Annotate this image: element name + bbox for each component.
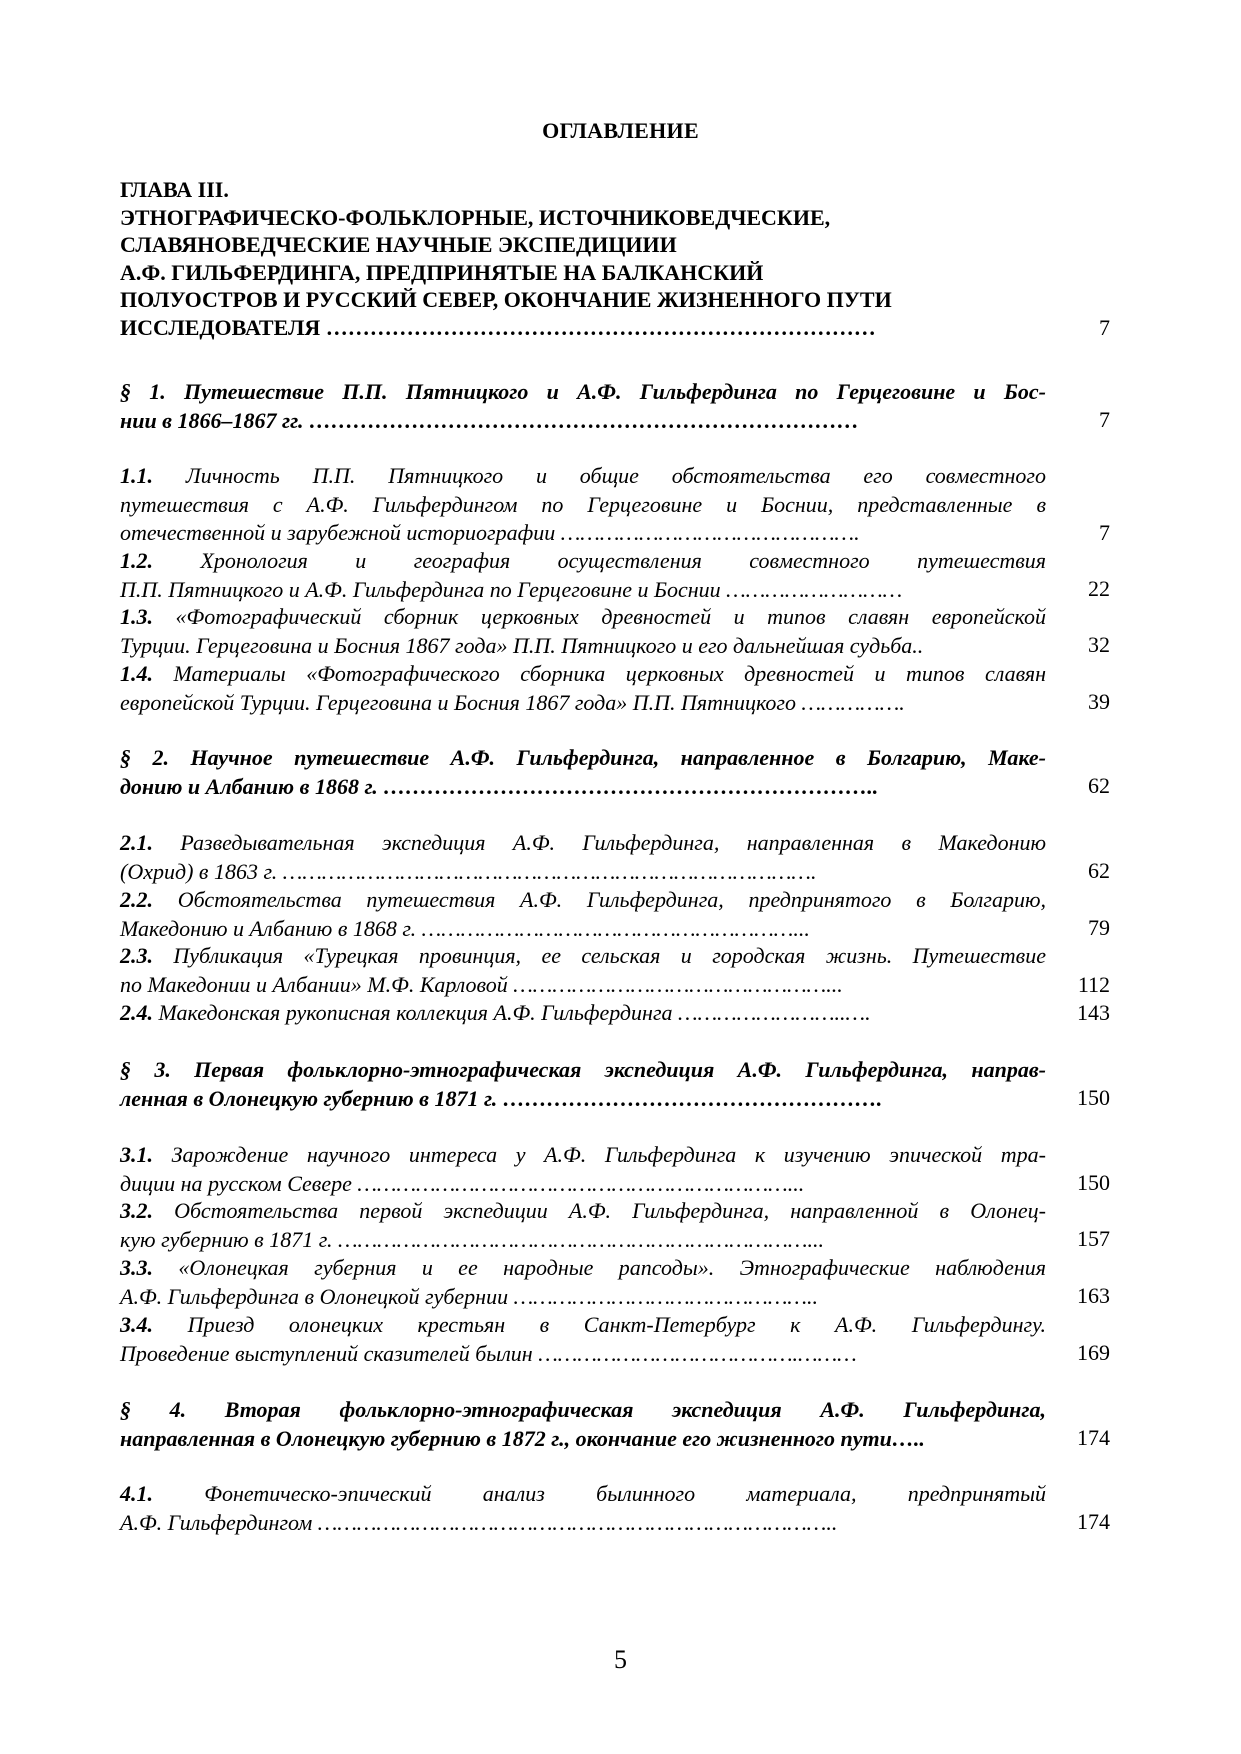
entry-line: по Македонии и Албании» М.Ф. Карловой …………………………………………...: [120, 971, 843, 997]
entry-line: отечественной и зарубежной историографии ……………………………………….: [120, 520, 860, 545]
entry-page: 39: [1088, 689, 1110, 714]
entry-line: Хронология и география осуществления совместного путешествия: [200, 548, 1047, 573]
entry-page: 157: [1077, 1226, 1110, 1251]
chapter-page: 7: [1099, 315, 1110, 340]
entry-page: 62: [1088, 773, 1110, 798]
entry-line: Фонетическо-эпический анализ былинного материала, предпринятый: [204, 1481, 1046, 1506]
toc-subsection-1-2: [120, 547, 1046, 604]
chapter-line: ИССЛЕДОВАТЕЛЯ …………………………………………………………………: [120, 314, 876, 340]
chapter-heading: [120, 176, 1050, 341]
toc-subsection-1-3: [120, 603, 1046, 660]
entry-number: 3.2.: [120, 1198, 153, 1223]
toc-subsection-1-4: [120, 660, 1046, 717]
entry-number: 3.3.: [120, 1255, 153, 1280]
entry-line: Обстоятельства первой экспедиции А.Ф. Гильфердинга, направленной в Олонец-: [174, 1198, 1047, 1223]
toc-subsection-3-1: [120, 1141, 1046, 1198]
entry-line: Турции. Герцеговина и Босния 1867 года» П.П. Пятницкого и его дальнейшая судьба..: [120, 632, 924, 658]
entry-number: 2.2.: [120, 887, 153, 912]
entry-line: А.Ф. Гильфердинга в Олонецкой губернии ………………………………………..: [120, 1283, 818, 1309]
entry-line: «Олонецкая губерния и ее народные рапсоды». Этнографические наблюдения: [178, 1255, 1046, 1280]
toc-section-1: [120, 378, 1046, 435]
entry-line: § 3. Первая фольклорно-этнографическая экспедиция А.Ф. Гильфердинга, направ-: [120, 1057, 1046, 1082]
entry-line: § 1. Путешествие П.П. Пятницкого и А.Ф. Гильфердинга по Герцеговине и Бос-: [120, 379, 1046, 404]
entry-line: § 2. Научное путешествие А.Ф. Гильфердинга, направленное в Болгарию, Маке-: [120, 745, 1046, 770]
entry-number: 2.3.: [120, 943, 153, 968]
chapter-line: ЭТНОГРАФИЧЕСКО-ФОЛЬКЛОРНЫЕ, ИСТОЧНИКОВЕДЧЕСКИЕ,: [120, 204, 831, 230]
entry-line: § 4. Вторая фольклорно-этнографическая экспедиция А.Ф. Гильфердинга,: [120, 1397, 1046, 1422]
entry-line: донию и Албанию в 1868 г. …………………………………………………………..: [120, 773, 879, 799]
entry-line: Приезд олонецких крестьян в Санкт-Петербург к А.Ф. Гильфердингу.: [187, 1312, 1047, 1337]
entry-number: 2.1.: [120, 830, 153, 855]
entry-page: 62: [1088, 858, 1110, 883]
entry-line: Проведение выступлений сказителей былин ………………………………….………: [120, 1340, 857, 1366]
toc-section-3: [120, 1056, 1046, 1113]
entry-line: путешествия с А.Ф. Гильфердингом по Герцеговине и Боснии, представленные в: [120, 491, 1046, 517]
entry-line: диции на русском Севере …………………………………………………………...: [120, 1170, 805, 1196]
entry-line: европейской Турции. Герцеговина и Босния 1867 года» П.П. Пятницкого …………….: [120, 689, 905, 715]
page-number: 5: [614, 1645, 627, 1674]
entry-page: 169: [1077, 1340, 1110, 1365]
entry-line: нии в 1866–1867 гг. …………………………………………………………………: [120, 407, 859, 433]
toc-title: ОГЛАВЛЕНИЕ: [542, 118, 699, 143]
entry-page: 150: [1077, 1170, 1110, 1195]
entry-number: 1.3.: [120, 604, 153, 629]
entry-page: 7: [1099, 520, 1110, 545]
entry-line: Македонию и Албанию в 1868 г. …………………………………………………...: [120, 915, 810, 941]
entry-page: 22: [1088, 576, 1110, 601]
toc-subsection-4-1: [120, 1480, 1046, 1537]
toc-section-4: [120, 1396, 1046, 1453]
entry-page: 174: [1077, 1425, 1110, 1450]
entry-line: (Охрид) в 1863 г. ……………………………………………………………………….: [120, 858, 817, 884]
toc-subsection-2-3: [120, 942, 1046, 999]
entry-page: 150: [1077, 1085, 1110, 1110]
chapter-line: СЛАВЯНОВЕДЧЕСКИЕ НАУЧНЫЕ ЭКСПЕДИЦИИИ: [120, 232, 677, 257]
entry-number: 1.4.: [120, 661, 153, 686]
entry-number: 2.4.: [120, 1000, 153, 1025]
toc-subsection-3-3: [120, 1254, 1046, 1311]
entry-page: 32: [1088, 632, 1110, 657]
entry-line: Зарождение научного интереса у А.Ф. Гильфердинга к изучению эпической тра-: [171, 1142, 1047, 1167]
entry-page: 112: [1077, 972, 1110, 997]
entry-page: 163: [1077, 1283, 1110, 1308]
entry-number: 3.4.: [120, 1312, 153, 1337]
entry-line: Разведывательная экспедиция А.Ф. Гильфердинга, направленная в Македонию: [180, 830, 1046, 855]
entry-line: направленная в Олонецкую губернию в 1872 г., окончание его жизненного пути…..: [120, 1425, 925, 1451]
entry-number: 1.1.: [120, 463, 153, 488]
chapter-line: ГЛАВА III.: [120, 177, 229, 202]
entry-number: 4.1.: [120, 1481, 153, 1506]
chapter-line: А.Ф. ГИЛЬФЕРДИНГА, ПРЕДПРИНЯТЫЕ НА БАЛКАНСКИЙ: [120, 259, 764, 285]
entry-line: Публикация «Турецкая провинция, ее сельская и городская жизнь. Путешествие: [173, 943, 1046, 968]
entry-page: 143: [1077, 1000, 1110, 1025]
entry-line: Обстоятельства путешествия А.Ф. Гильфердинга, предпринятого в Болгарию,: [177, 887, 1046, 912]
entry-page: 174: [1077, 1509, 1110, 1534]
toc-subsection-2-1: [120, 829, 1046, 886]
toc-subsection-3-4: [120, 1311, 1046, 1368]
entry-line: П.П. Пятницкого и А.Ф. Гильфердинга по Герцеговине и Боснии ………………………: [120, 576, 903, 602]
entry-page: 7: [1099, 407, 1110, 432]
entry-number: 3.1.: [120, 1142, 153, 1167]
chapter-line: ПОЛУОСТРОВ И РУССКИЙ СЕВЕР, ОКОНЧАНИЕ ЖИЗНЕННОГО ПУТИ: [120, 287, 892, 312]
entry-line: Личность П.П. Пятницкого и общие обстоятельства его совместного: [185, 463, 1047, 488]
entry-line: Материалы «Фотографического сборника церковных древностей и типов славян: [173, 661, 1046, 686]
entry-line: Македонская рукописная коллекция А.Ф. Гильфердинга ……………………..….: [158, 1000, 871, 1025]
entry-line: кую губернию в 1871 г. ………………………………………………………………...: [120, 1226, 824, 1252]
toc-subsection-2-2: [120, 886, 1046, 943]
entry-line: «Фотографический сборник церковных древностей и типов славян европейской: [175, 604, 1046, 629]
toc-subsection-2-4: [120, 999, 1046, 1028]
entry-page: 79: [1088, 915, 1110, 940]
toc-subsection-3-2: [120, 1197, 1046, 1254]
toc-section-2: [120, 744, 1046, 801]
toc-subsection-1-1: [120, 462, 1046, 548]
entry-line: ленная в Олонецкую губернию в 1871 г. …………………………………………….: [120, 1085, 883, 1111]
entry-line: А.Ф. Гильфердингом ……………………………………………………………………..: [120, 1509, 838, 1535]
entry-number: 1.2.: [120, 548, 153, 573]
